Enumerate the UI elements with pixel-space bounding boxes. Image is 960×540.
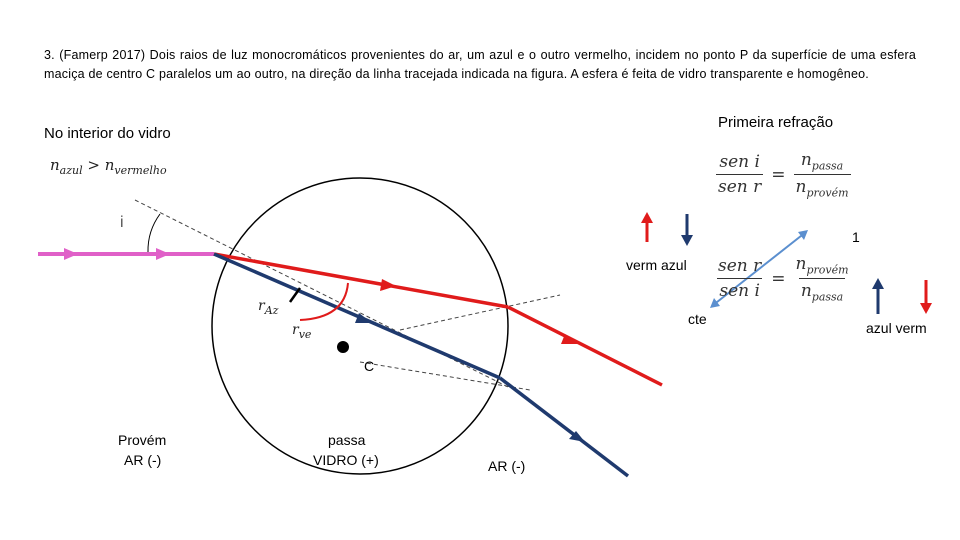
- snell-equation-1: $\frac{\text{sen i}}{\text{sen r}}$ = $\frac{n_{passa}}{n_{provém}}$: [718, 150, 849, 200]
- blue-up-head-2: [872, 278, 884, 289]
- snell-equation-2: $\frac{\text{sen r}}{\text{sen i}}$ = $\frac{n_{provém}}{n_{passa}}$: [718, 254, 849, 304]
- center-point: [337, 341, 349, 353]
- primeira-refracao-label: Primeira refração: [718, 114, 834, 131]
- red-ray-outside: [508, 307, 662, 385]
- red-ray-arrow-1: [380, 279, 396, 291]
- cte-head-a: [798, 230, 808, 240]
- angle-i-label: i: [120, 214, 124, 231]
- passa-label: passa: [328, 432, 366, 448]
- cte-label: cte: [688, 311, 707, 327]
- incident-ray-arrow-1: [64, 248, 78, 260]
- one-label: 1: [852, 229, 860, 245]
- passa-vidro-label: VIDRO (+): [313, 452, 379, 468]
- verm-azul-label: verm azul: [626, 257, 687, 273]
- center-label: C: [364, 358, 375, 374]
- r-az-label: $r_{Az}$: [258, 298, 279, 317]
- red-down-head-2: [920, 303, 932, 314]
- angle-i-arc: [148, 214, 160, 252]
- ar-out-label: AR (-): [488, 458, 526, 474]
- glass-sphere: [212, 178, 508, 474]
- provem-label: Provém: [118, 432, 167, 448]
- index-condition: $n_{azul} > n_{vermelho}$: [50, 156, 167, 177]
- provem-ar-label: AR (-): [124, 452, 162, 468]
- incident-ray-arrow-2: [156, 248, 170, 260]
- problem-statement: 3. (Famerp 2017) Dois raios de luz monocromáticos provenientes do ar, um azul e o outro vermelho, incidem no ponto P da superfície de uma esfera maciça de centro C paralelos um ao outro, na direção da linha tracejada indicada na figura. A esfera é feita de vidro transparente e homogêneo.: [44, 48, 916, 81]
- red-up-head-1: [641, 212, 653, 223]
- blue-down-head-1: [681, 235, 693, 246]
- blue-ray-inside: [214, 254, 500, 378]
- r-ve-label: $r_{ve}$: [292, 322, 312, 341]
- azul-verm-label: azul verm: [866, 320, 927, 336]
- interior-label: No interior do vidro: [44, 125, 171, 142]
